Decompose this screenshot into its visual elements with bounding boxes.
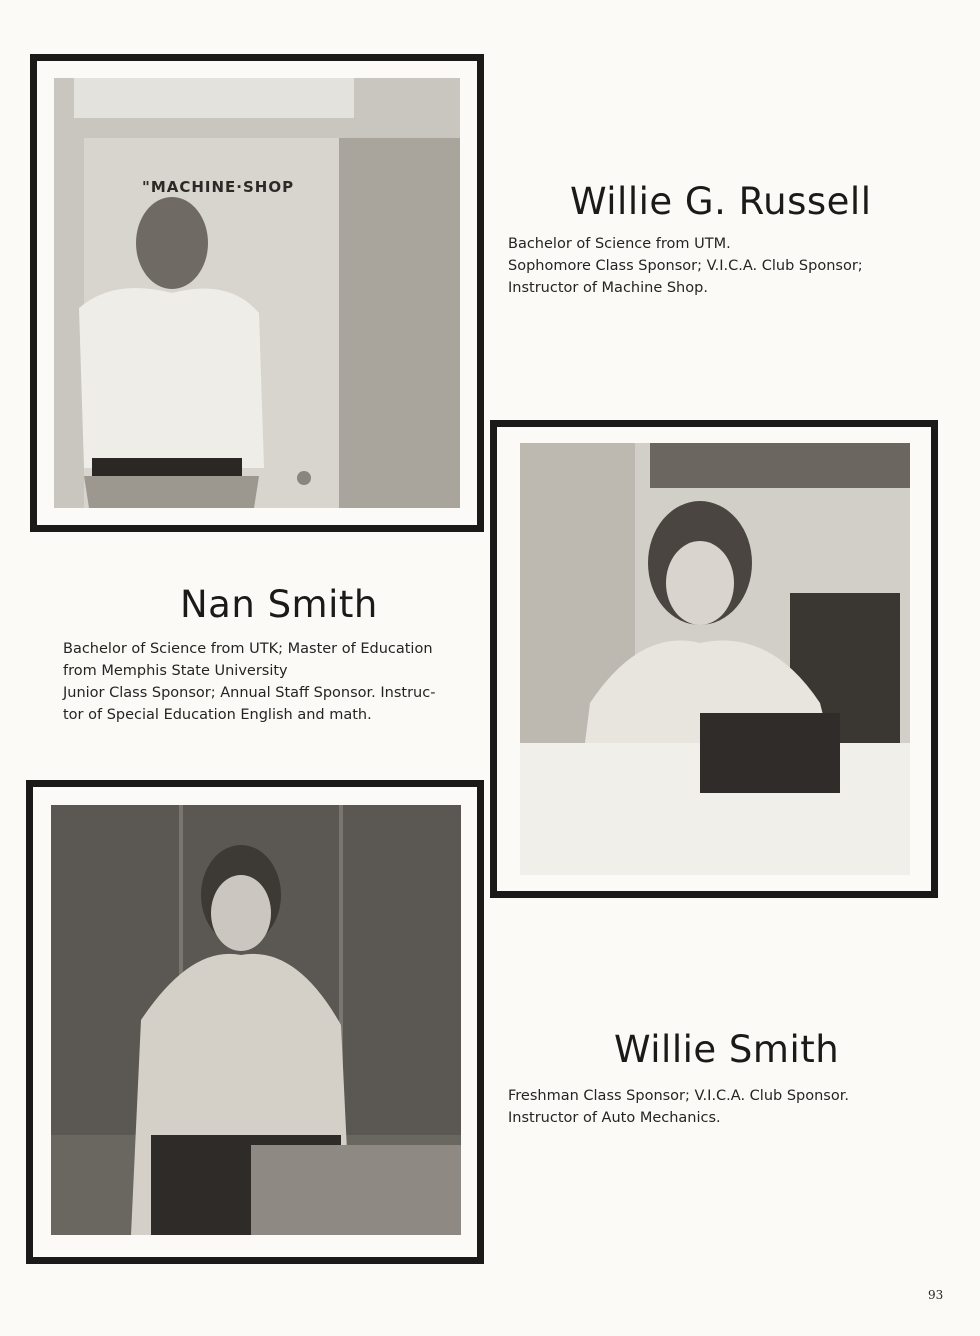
bio-nan-smith [63, 638, 435, 726]
name-russell: Willie G. Russell [570, 180, 872, 223]
bio-russell [508, 233, 863, 299]
portrait-man-machine-shop [54, 78, 460, 508]
bio-line: Instructor of Auto Mechanics. [508, 1110, 721, 1126]
bio-line: Freshman Class Sponsor; V.I.C.A. Club Sponsor. [508, 1088, 849, 1104]
photo-frame-willie-smith [26, 780, 484, 1264]
photo-willie-smith [51, 805, 461, 1235]
bio-line: from Memphis State University [63, 663, 288, 679]
page-number: 93 [928, 1288, 944, 1302]
bio-line: Bachelor of Science from UTM. [508, 236, 731, 252]
bio-line: Sophomore Class Sponsor; V.I.C.A. Club Sponsor; [508, 258, 863, 274]
name-nan-smith: Nan Smith [180, 583, 378, 626]
bio-line: tor of Special Education English and math. [63, 707, 372, 723]
photo-frame-nan-smith [490, 420, 938, 898]
photo-nan-smith [520, 443, 910, 875]
bio-line: Junior Class Sponsor; Annual Staff Sponsor. Instruc- [63, 685, 436, 701]
photo-frame-russell [30, 54, 484, 532]
bio-line: Bachelor of Science from UTK; Master of Education [63, 641, 433, 657]
portrait-woman-at-desk [520, 443, 910, 875]
portrait-man-with-engine [51, 805, 461, 1235]
photo-russell [54, 78, 460, 508]
machine-shop-sign: "MACHINE·SHOP [142, 178, 295, 196]
bio-line: Instructor of Machine Shop. [508, 280, 708, 296]
bio-willie-smith [508, 1085, 849, 1129]
name-willie-smith: Willie Smith [614, 1028, 840, 1071]
